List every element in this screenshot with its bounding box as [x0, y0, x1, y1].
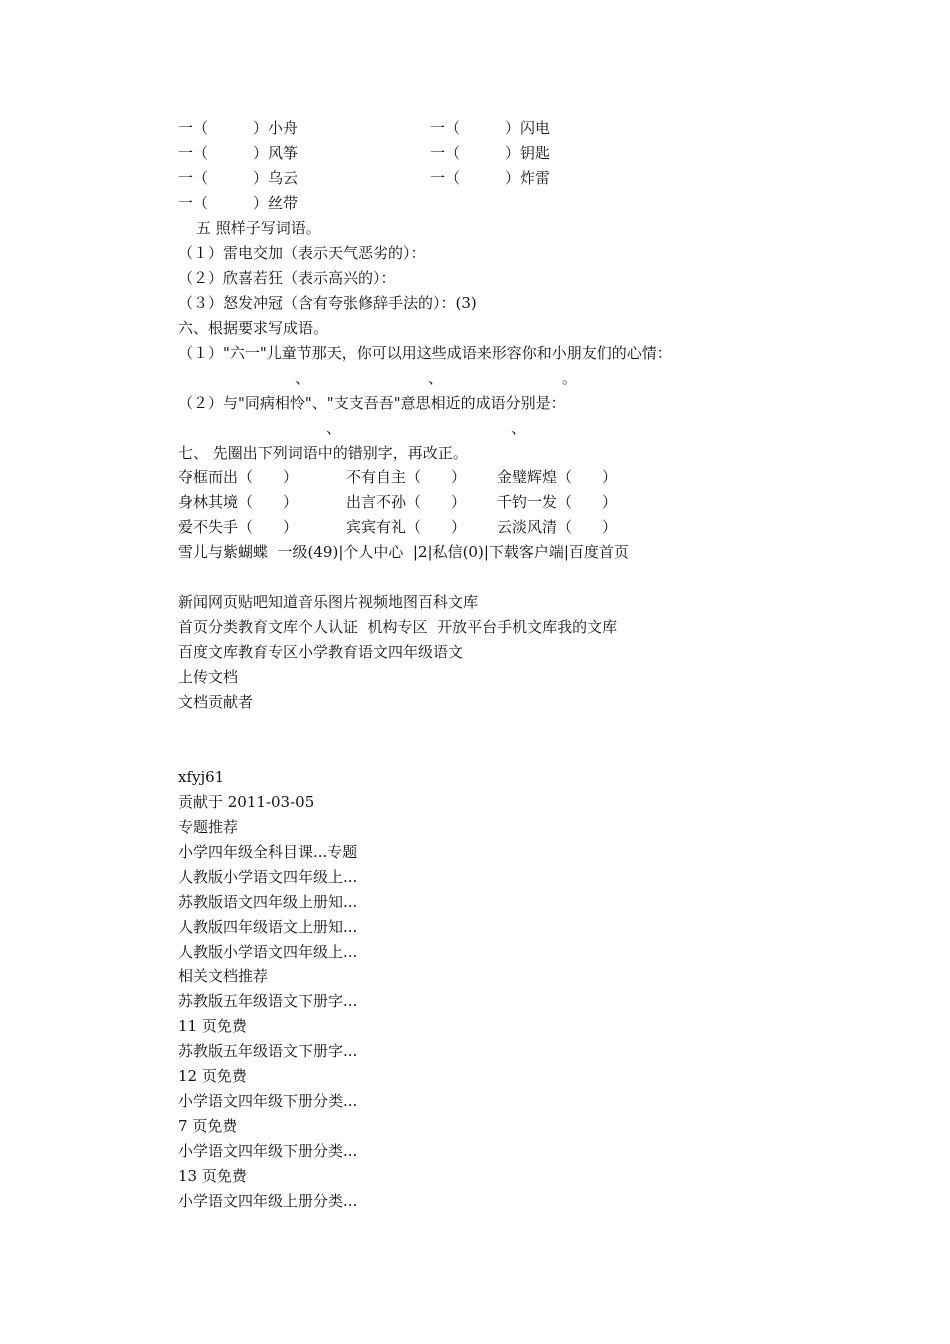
contribution-date: 贡献于 2011-03-05	[178, 793, 315, 811]
contributor-name: xfyj61	[178, 768, 225, 786]
section6-question-1: （１）"六一"儿童节那天，你可以用这些成语来形容你和小朋友们的心情：	[178, 344, 672, 362]
related-heading: 相关文档推荐	[178, 967, 269, 985]
upload-doc-text: 上传文档	[178, 668, 239, 686]
section7-title: 七、 先圈出下列词语中的错别字，再改正。	[178, 444, 468, 462]
topic-item: 苏教版语文四年级上册知...	[178, 893, 358, 911]
quantifier-left-3: 一（ ）乌云	[178, 169, 299, 187]
section6-question-2: （２）与"同病相怜"、"支支吾吾"意思相近的成语分别是：	[178, 394, 566, 412]
related-doc-meta: 11 页免费	[178, 1017, 247, 1035]
contributor-heading: 文档贡献者	[178, 693, 254, 711]
related-doc-title: 苏教版五年级语文下册字...	[178, 992, 358, 1010]
related-doc-title: 小学语文四年级下册分类...	[178, 1142, 358, 1160]
section7-r2c3: 千钓一发（ ）	[497, 493, 618, 511]
section7-r1c1: 夺框而出（ ）	[178, 468, 299, 486]
section6-q1-mark-3: 。	[562, 369, 578, 387]
section6-q1-mark-1: 、	[295, 369, 311, 387]
related-doc-meta: 13 页免费	[178, 1167, 247, 1185]
section7-r2c1: 身林其境（ ）	[178, 493, 299, 511]
quantifier-right-1: 一（ ）闪电	[430, 119, 551, 137]
quantifier-left-2: 一（ ）风筝	[178, 144, 299, 162]
quantifier-right-3: 一（ ）炸雷	[430, 169, 551, 187]
topic-item: 人教版小学语文四年级上...	[178, 868, 358, 886]
nav-line-2: 首页分类教育文库个人认证 机构专区 开放平台手机文库我的文库	[178, 618, 618, 636]
breadcrumb-text: 百度文库教育专区小学教育语文四年级语文	[178, 643, 464, 661]
section5-item-3: （３）怒发冲冠（含有夸张修辞手法的）：(3)	[178, 294, 477, 312]
section6-q2-mark-2: 、	[511, 419, 527, 437]
topic-item: 人教版四年级语文上册知...	[178, 918, 358, 936]
nav-line-1: 新闻网页贴吧知道音乐图片视频地图百科文库	[178, 593, 479, 611]
section7-r3c3: 云淡风清（ ）	[497, 518, 618, 536]
related-doc-meta: 7 页免费	[178, 1117, 238, 1135]
section7-r1c3: 金璧辉煌（ ）	[497, 468, 618, 486]
topic-item: 小学四年级全科目课...专题	[178, 843, 358, 861]
section5-title: 五 照样子写词语。	[196, 219, 321, 237]
quantifier-left-4: 一（ ）丝带	[178, 194, 299, 212]
section7-r3c1: 爱不失手（ ）	[178, 518, 299, 536]
topic-item: 人教版小学语文四年级上...	[178, 943, 358, 961]
topics-heading: 专题推荐	[178, 818, 239, 836]
section7-r2c2: 出言不孙（ ）	[346, 493, 467, 511]
related-doc-title: 苏教版五年级语文下册字...	[178, 1042, 358, 1060]
related-doc-title: 小学语文四年级下册分类...	[178, 1092, 358, 1110]
section7-r1c2: 不有自主（ ）	[346, 468, 467, 486]
section5-item-1: （１）雷电交加（表示天气恶劣的）：	[178, 244, 426, 262]
user-bar-text: 雪儿与紫蝴蝶 一级(49)|个人中心 |2|私信(0)|下载客户端|百度首页	[178, 543, 629, 561]
quantifier-right-2: 一（ ）钥匙	[430, 144, 551, 162]
section6-q1-mark-2: 、	[428, 369, 444, 387]
section7-r3c2: 宾宾有礼（ ）	[346, 518, 467, 536]
related-doc-title: 小学语文四年级上册分类...	[178, 1192, 358, 1210]
related-doc-meta: 12 页免费	[178, 1067, 247, 1085]
section5-item-2: （２）欣喜若狂（表示高兴的）：	[178, 269, 396, 287]
quantifier-left-1: 一（ ）小舟	[178, 119, 299, 137]
section6-title: 六、根据要求写成语。	[178, 319, 329, 337]
section6-q2-mark-1: 、	[326, 419, 342, 437]
